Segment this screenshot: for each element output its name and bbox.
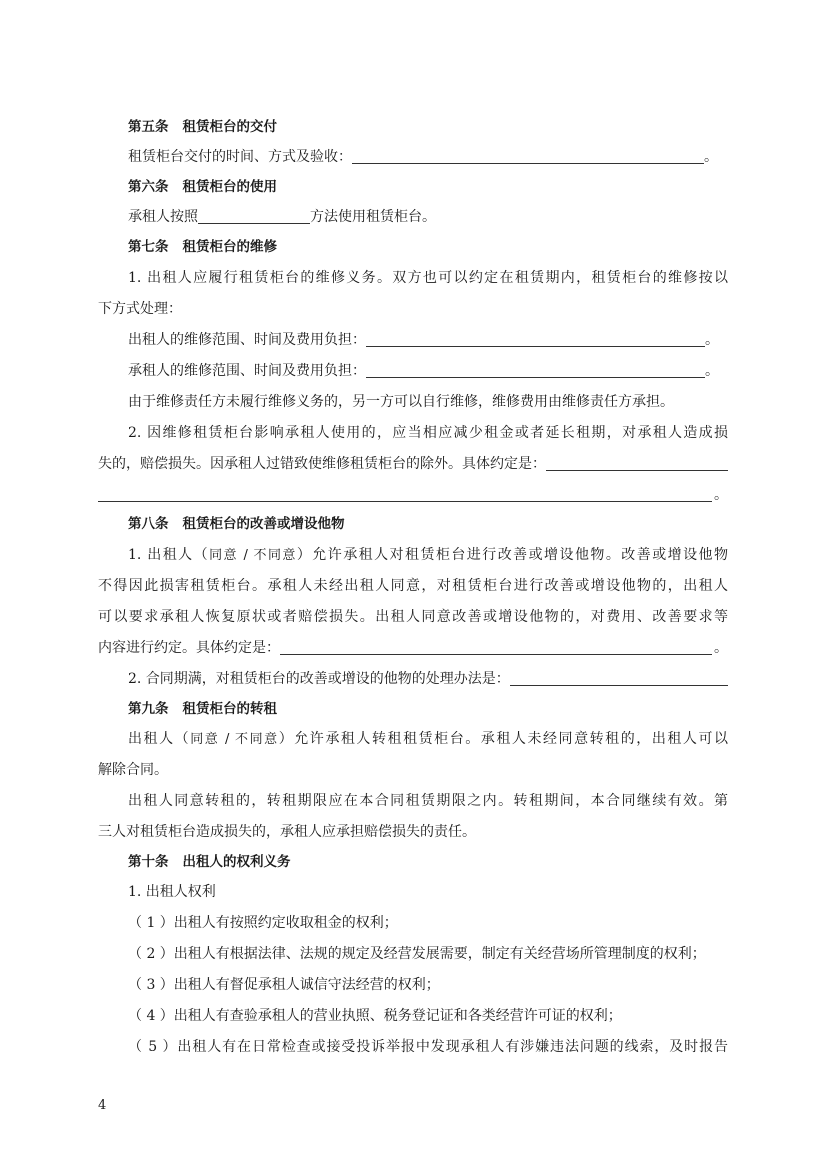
repair-agreement-blank-2[interactable] <box>98 486 712 502</box>
list-item: （ 5 ）出租人有在日常检查或接受投诉举报中发现承租人有涉嫌违法问题的线索，及时报告 <box>128 1039 728 1055</box>
repair-agreement-line <box>98 454 728 474</box>
period: 。 <box>714 640 728 656</box>
lessee-repair-blank[interactable] <box>366 362 705 378</box>
text: ）允许承租人转租租赁柜台。承租人未经同意转租的，出租人可以 <box>278 731 729 747</box>
paragraph-line: 出租人同意转租的，转租期限应在本合同租赁期限之内。转租期间，本合同继续有效。第 <box>128 793 728 809</box>
usage-label-b: 方法使用租赁柜台。 <box>310 209 436 225</box>
expiry-handling-label: 2. 合同期满，对租赁柜台的改善或增设的他物的处理办法是： <box>128 671 510 687</box>
article-9-heading <box>128 699 728 719</box>
article-title: 租赁柜台的交付 <box>182 119 277 135</box>
lessor-repair-line <box>128 330 728 350</box>
paragraph-line: 不得因此损害租赁柜台。承租人未经出租人同意，对租赁柜台进行改善或增设他物的，出租人 <box>98 578 728 594</box>
delivery-line <box>128 147 728 167</box>
article-title: 租赁柜台的改善或增设他物 <box>182 516 345 532</box>
list-item: （ 4 ）出租人有查验承租人的营业执照、税务登记证和各类经营许可证的权利； <box>128 1008 622 1024</box>
paragraph-line: 2. 因维修租赁柜台影响承租人使用的，应当相应减少租金或者延长租期，对承租人造成损 <box>128 425 728 441</box>
consent-option[interactable]: 同意 / 不同意 <box>209 548 297 563</box>
page-number: 4 <box>98 1098 107 1113</box>
delivery-label: 租赁柜台交付的时间、方式及验收： <box>128 149 352 165</box>
improvement-agreement-label: 内容进行约定。具体约定是： <box>98 640 280 656</box>
repair-agreement-blank[interactable] <box>546 455 728 471</box>
article-title: 出租人的权利义务 <box>182 854 291 870</box>
paragraph-line: 1. 出租人应履行租赁柜台的维修义务。双方也可以约定在租赁期内，租赁柜台的维修按以 <box>128 270 728 286</box>
article-7-heading <box>128 237 728 257</box>
period: 。 <box>705 332 719 348</box>
subsection-title: 1. 出租人权利 <box>128 884 216 900</box>
lessee-repair-label: 承租人的维修范围、时间及费用负担： <box>128 363 366 379</box>
article-5-heading <box>128 117 728 137</box>
period: 。 <box>705 363 719 379</box>
consent-option[interactable]: 同意 / 不同意 <box>190 732 279 747</box>
article-number: 第五条 <box>128 119 169 135</box>
expiry-handling-blank[interactable] <box>510 670 728 686</box>
article-number: 第七条 <box>128 239 169 255</box>
text: 1. 出租人（ <box>128 547 210 563</box>
improvement-agreement-line <box>98 638 728 658</box>
period: 。 <box>704 149 718 165</box>
list-item: （ 1 ）出租人有按照约定收取租金的权利； <box>128 915 398 931</box>
paragraph-line <box>128 729 728 750</box>
repair-agreement-cont-line <box>98 485 728 505</box>
lessee-repair-line <box>128 361 728 381</box>
article-title: 租赁柜台的维修 <box>182 239 277 255</box>
article-8-heading <box>128 514 728 534</box>
article-6-heading <box>128 177 728 197</box>
usage-line <box>128 207 728 227</box>
paragraph-line: 三人对租赁柜台造成损失的，承租人应承担赔偿损失的责任。 <box>98 824 476 840</box>
lessor-repair-blank[interactable] <box>366 331 705 347</box>
article-number: 第十条 <box>128 854 169 870</box>
list-item: （ 2 ）出租人有根据法律、法规的规定及经营发展需要，制定有关经营场所管理制度的权利； <box>128 946 706 962</box>
paragraph-line: 下方式处理： <box>98 301 182 317</box>
paragraph-line: 解除合同。 <box>98 762 168 778</box>
expiry-handling-line <box>128 669 728 689</box>
text: ）允许承租人对租赁柜台进行改善或增设他物。改善或增设他物 <box>296 547 728 563</box>
lessor-repair-label: 出租人的维修范围、时间及费用负担： <box>128 332 366 348</box>
article-title: 租赁柜台的使用 <box>182 179 277 195</box>
article-number: 第八条 <box>128 516 169 532</box>
text: 出租人（ <box>128 731 191 747</box>
list-item: （ 3 ）出租人有督促承租人诚信守法经营的权利； <box>128 977 440 993</box>
delivery-blank[interactable] <box>352 148 704 164</box>
usage-method-blank[interactable] <box>198 208 310 224</box>
article-10-heading <box>128 852 728 872</box>
usage-label-a: 承租人按照 <box>128 209 198 225</box>
article-number: 第六条 <box>128 179 169 195</box>
improvement-agreement-blank[interactable] <box>280 639 712 655</box>
period: 。 <box>714 487 728 503</box>
paragraph-line <box>128 545 728 566</box>
paragraph-line: 由于维修责任方未履行维修义务的，另一方可以自行维修，维修费用由维修责任方承担。 <box>128 394 674 410</box>
repair-agreement-label: 失的，赔偿损失。因承租人过错致使维修租赁柜台的除外。具体约定是： <box>98 456 546 472</box>
article-title: 租赁柜台的转租 <box>182 701 277 717</box>
paragraph-line: 可以要求承租人恢复原状或者赔偿损失。出租人同意改善或增设他物的，对费用、改善要求等 <box>98 609 728 625</box>
article-number: 第九条 <box>128 701 169 717</box>
